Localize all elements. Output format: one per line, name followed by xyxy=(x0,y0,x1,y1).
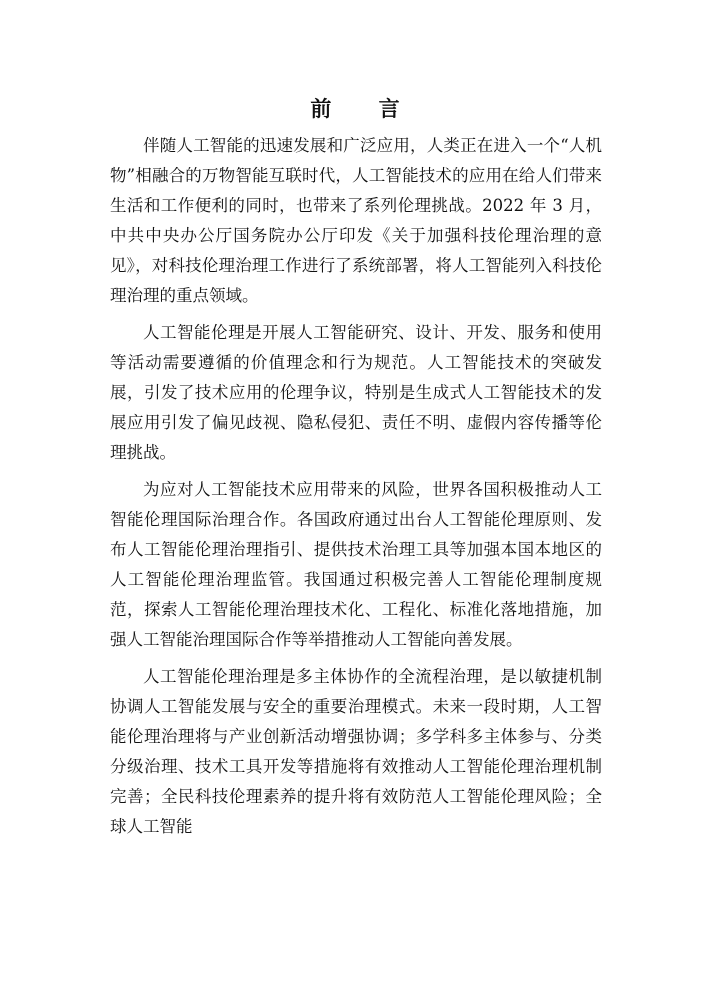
page-title: 前 言 xyxy=(310,97,420,121)
document-body xyxy=(110,131,602,849)
paragraph-4: 人工智能伦理治理是多主体协作的全流程治理，是以敏捷机制协调人工智能发展与安全的重要治理模式。未来一段时期，人工智能伦理治理将与产业创新活动增强协调；多学科多主体参与、分类分级治理、技术工具开发等措施将有效推动人工智能伦理治理机制完善；全民科技伦理素养的提升将有效防范人工智能伦理风险；全球人工智能 xyxy=(110,667,602,836)
paragraph-2: 人工智能伦理是开展人工智能研究、设计、开发、服务和使用等活动需要遵循的价值理念和行为规范。人工智能技术的突破发展，引发了技术应用的伦理争议，特别是生成式人工智能技术的发展应用引发了偏见歧视、隐私侵犯、责任不明、虚假内容传播等伦理挑战。 xyxy=(110,323,602,462)
paragraph-1: 伴随人工智能的迅速发展和广泛应用，人类正在进入一个“人机物”相融合的万物智能互联时代，人工智能技术的应用在给人们带来生活和工作便利的同时，也带来了系列伦理挑战。2022 年 3 月，中共中央办公厅国务院办公厅印发《关于加强科技伦理治理的意见》，对科技伦理治理工作进行了系统部署，将人工智能列入科技伦理治理的重点领域。 xyxy=(110,136,602,305)
paragraph-3: 为应对人工智能技术应用带来的风险，世界各国积极推动人工智能伦理国际治理合作。各国政府通过出台人工智能伦理原则、发布人工智能伦理治理指引、提供技术治理工具等加强本国本地区的人工智能伦理治理监管。我国通过积极完善人工智能伦理制度规范，探索人工智能伦理治理技术化、工程化、标准化落地措施，加强人工智能治理国际合作等举措推动人工智能向善发展。 xyxy=(110,480,602,649)
